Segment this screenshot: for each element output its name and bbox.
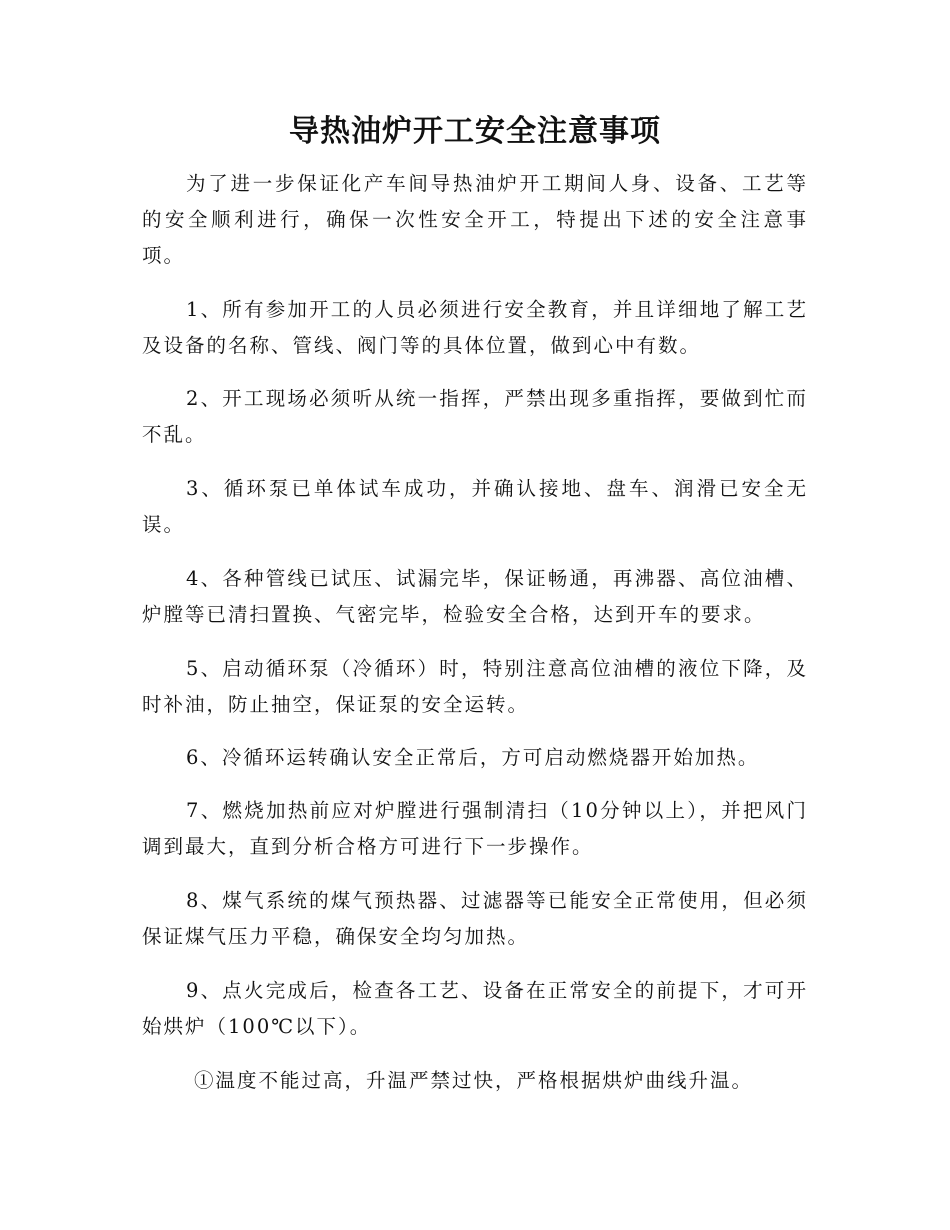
intro-paragraph: 为了进一步保证化产车间导热油炉开工期间人身、设备、工艺等的安全顺利进行，确保一次性安全开工，特提出下述的安全注意事项。 bbox=[142, 172, 808, 267]
item-8-paragraph: 8、煤气系统的煤气预热器、过滤器等已能安全正常使用，但必须保证煤气压力平稳，确保安全均匀加热。 bbox=[142, 889, 808, 948]
item-2-paragraph: 2、开工现场必须听从统一指挥，严禁出现多重指挥，要做到忙而不乱。 bbox=[142, 387, 808, 446]
document-title: 导热油炉开工安全注意事项 bbox=[289, 114, 661, 149]
item-6-paragraph: 6、冷循环运转确认安全正常后，方可启动燃烧器开始加热。 bbox=[186, 746, 760, 769]
item-9-paragraph: 9、点火完成后，检查各工艺、设备在正常安全的前提下，才可开始烘炉（100℃以下）。 bbox=[142, 979, 808, 1038]
item-3-paragraph: 3、循环泵已单体试车成功，并确认接地、盘车、润滑已安全无误。 bbox=[142, 477, 808, 536]
item-7-paragraph: 7、燃烧加热前应对炉膛进行强制清扫（10分钟以上），并把风门调到最大，直到分析合格方可进行下一步操作。 bbox=[142, 799, 808, 858]
item-1-paragraph: 1、所有参加开工的人员必须进行安全教育，并且详细地了解工艺及设备的名称、管线、阀门等的具体位置，做到心中有数。 bbox=[142, 298, 808, 357]
sub-item-1-paragraph: ①温度不能过高，升温严禁过快，严格根据烘炉曲线升温。 bbox=[194, 1069, 754, 1092]
item-5-paragraph: 5、启动循环泵（冷循环）时，特别注意高位油槽的液位下降，及时补油，防止抽空，保证泵的安全运转。 bbox=[142, 657, 808, 716]
item-4-paragraph: 4、各种管线已试压、试漏完毕，保证畅通，再沸器、高位油槽、炉膛等已清扫置换、气密完毕，检验安全合格，达到开车的要求。 bbox=[142, 567, 808, 626]
